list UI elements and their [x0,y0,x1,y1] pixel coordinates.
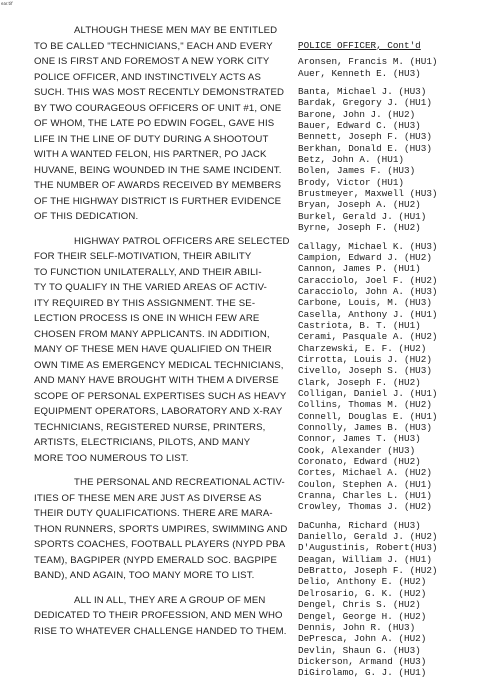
roster-entry: Berkhan, Donald E. (HU3) [298,142,432,154]
roster-group-d [298,520,480,679]
roster-entry: Brody, Victor (HU1) [298,176,405,188]
text-line: TY TO QUALIFY IN THE VARIED AREAS OF ACTIV- [34,282,268,293]
roster-entry: Civello, Joseph S. (HU3) [298,365,432,377]
roster-entry: Coronato, Edward (HU2) [298,456,421,468]
roster-entry: Cerami, Pasquale A. (HU2) [298,331,438,343]
roster-entry: Charzewski, E. F. (HU2) [298,342,427,354]
roster-entry: DiGirolamo, G. J. (HU1) [298,667,427,679]
roster-entry: Aronsen, Francis M. (HU1) [298,56,438,68]
text-line: THE PERSONAL AND RECREATIONAL ACTIV- [74,477,285,488]
roster-group-a [298,56,480,79]
text-line: TECHNICIANS, REGISTERED NURSE, PRINTERS, [34,421,266,433]
text-line: MORE TOO NUMEROUS TO LIST. [34,452,189,464]
text-line: ALL IN ALL, THEY ARE A GROUP OF MEN [74,594,266,606]
text-line: TO FUNCTION UNILATERALLY, AND THEIR ABILI- [34,266,262,278]
text-line: MANY OF THESE MEN HAVE QUALIFIED ON THEIR [34,344,272,355]
text-line: ITY REQUIRED BY THIS ASSIGNMENT. THE SE- [34,297,256,309]
roster-entry: Crowley, Thomas J. (HU2) [298,501,432,513]
narrative-column [34,23,290,648]
roster-entry: Coulon, Stephen A. (HU1) [298,478,432,490]
text-line: LIFE IN THE LINE OF DUTY DURING A SHOOTOUT [34,133,269,145]
text-line: ONE IS FIRST AND FOREMOST A NEW YORK CITY [34,56,270,67]
paragraph-selection [34,234,290,467]
roster-entry: Dickerson, Armand (HU3) [298,655,427,667]
roster-entry: Devlin, Shaun G. (HU3) [298,644,421,656]
text-line: OWN TIME AS EMERGENCY MEDICAL TECHNICIANS, [34,359,284,371]
roster-entry: Delrosario, G. K. (HU2) [298,587,427,599]
roster-entry: Cannon, James P. (HU1) [298,263,421,275]
roster-entry: Auer, Kenneth E. (HU3) [298,67,421,79]
roster-entry: Daniello, Gerald J. (HU2) [298,531,438,543]
roster-entry: Dennis, John R. (HU3) [298,621,416,633]
roster-entry: Dengel, George H. (HU2) [298,610,427,622]
paragraph-activities [34,475,288,584]
text-line: HUVANE, BEING WOUNDED IN THE SAME INCIDENT. [34,164,282,176]
text-line: TO BE CALLED "TECHNICIANS," EACH AND EVERY [34,40,273,52]
roster-entry: Campion, Edward J. (HU2) [298,251,432,263]
roster-entry: Banta, Michael J. (HU3) [298,86,427,98]
text-line: THON RUNNERS, SPORTS UMPIRES, SWIMMING AND [34,523,288,535]
paragraph-dedication [34,23,285,225]
roster-entry: Colligan, Daniel J. (HU1) [298,387,438,399]
text-line: FOR THEIR SELF-MOTIVATION, THEIR ABILITY [34,251,252,262]
text-line: AND MANY HAVE BROUGHT WITH THEM A DIVERSE [34,375,279,386]
text-line: ARTISTS, ELECTRICIANS, PILOTS, AND MANY [34,437,251,448]
roster-entry: DaCunha, Richard (HU3) [298,519,421,531]
roster-entry: Bardak, Gregory J. (HU1) [298,97,432,109]
roster-group-c [298,241,480,513]
text-line: THE NUMBER OF AWARDS RECEIVED BY MEMBERS [34,180,282,191]
roster-entry: Clark, Joseph F. (HU2) [298,376,421,388]
roster-entry: Castriota, B. T. (HU1) [298,319,421,331]
roster-entry: Connor, James T. (HU3) [298,433,421,445]
text-line: HIGHWAY PATROL OFFICERS ARE SELECTED [74,235,290,247]
roster-group-b [298,86,480,233]
roster-heading: POLICE OFFICER, Cont'd [298,40,421,51]
file-label: ear.tif [1,1,13,6]
roster-entry: Caracciolo, John A. (HU3) [298,285,438,297]
text-line: SUCH. THIS WAS MOST RECENTLY DEMONSTRATED [34,87,285,98]
roster-entry: Brustmeyer, Maxwell (HU3) [298,188,438,200]
text-line: SCOPE OF PERSONAL EXPERTISES SUCH AS HEAVY [34,390,287,402]
officer-roster [298,40,480,686]
text-line: OF THE HIGHWAY DISTRICT IS FURTHER EVIDENCE [34,195,282,207]
text-line: OF THIS DEDICATION. [34,211,139,222]
roster-entry: Cirrotta, Louis J. (HU2) [298,353,432,365]
roster-entry: Barone, John J. (HU2) [298,108,416,120]
roster-entry: Bryan, Joseph A. (HU2) [298,199,421,211]
roster-entry: Connolly, James B. (HU3) [298,422,432,433]
roster-entry: Bauer, Edward C. (HU3) [298,120,421,132]
roster-entry: DePresca, John A. (HU2) [298,633,427,645]
roster-entry: Cook, Alexander (HU3) [298,444,416,456]
text-line: DEDICATED TO THEIR PROFESSION, AND MEN WHO [34,610,283,621]
roster-entry: Burkel, Gerald J. (HU1) [298,210,427,222]
roster-entry: Casella, Anthony J. (HU1) [298,308,438,320]
text-line: TEAM), BAGPIPER (NYPD EMERALD SOC. BAGPIPE [34,554,277,566]
text-line: LECTION PROCESS IS ONE IN WHICH FEW ARE [34,313,260,324]
roster-entry: Cranna, Charles L. (HU1) [298,490,432,502]
roster-entry: Cortes, Michael A. (HU2) [298,467,432,479]
text-line: THEIR DUTY QUALIFICATIONS. THERE ARE MARA- [34,508,273,519]
text-line: BY TWO COURAGEOUS OFFICERS OF UNIT #1, ONE [34,102,282,114]
text-line: OF WHOM, THE LATE PO EDWIN FOGEL, GAVE HIS [34,118,275,129]
text-line: SPORTS COACHES, FOOTBALL PLAYERS (NYPD PBA [34,539,286,550]
text-line: ALTHOUGH THESE MEN MAY BE ENTITLED [74,25,278,36]
text-line: POLICE OFFICER, AND INSTINCTIVELY ACTS AS [34,71,262,83]
text-line: ITIES OF THESE MEN ARE JUST AS DIVERSE AS [34,492,262,504]
roster-entry: Byrne, Joseph F. (HU2) [298,222,421,234]
roster-entry: Callagy, Michael K. (HU3) [298,240,438,252]
roster-entry: Deagan, William J. (HU1) [298,553,432,565]
paragraph-conclusion [34,593,287,640]
text-line: WITH A WANTED FELON, HIS PARTNER, PO JACK [34,149,267,160]
text-line: BAND), AND AGAIN, TOO MANY MORE TO LIST. [34,570,255,581]
roster-entry: Delio, Anthony E. (HU2) [298,576,427,588]
roster-entry: D'Augustinis, Robert(HU3) [298,542,438,554]
text-line: CHOSEN FROM MANY APPLICANTS. IN ADDITION, [34,328,270,340]
roster-entry: DeBratto, Joseph F. (HU2) [298,565,438,577]
roster-entry: Collins, Thomas M. (HU2) [298,399,432,411]
roster-entry: Bennett, Joseph F. (HU3) [298,131,432,143]
text-line: RISE TO WHATEVER CHALLENGE HANDED TO THEM. [34,625,287,637]
roster-entry: Bolen, James F. (HU3) [298,165,416,177]
roster-entry: Carbone, Louis, M. (HU3) [298,297,432,309]
text-line: EQUIPMENT OPERATORS, LABORATORY AND X-RAY [34,406,283,417]
roster-entry: Connell, Douglas E. (HU1) [298,410,438,422]
roster-entry: Caracciolo, Joel F. (HU2) [298,274,438,286]
roster-entry: Betz, John A. (HU1) [298,154,405,166]
roster-entry: Dengel, Chris S. (HU2) [298,599,421,611]
